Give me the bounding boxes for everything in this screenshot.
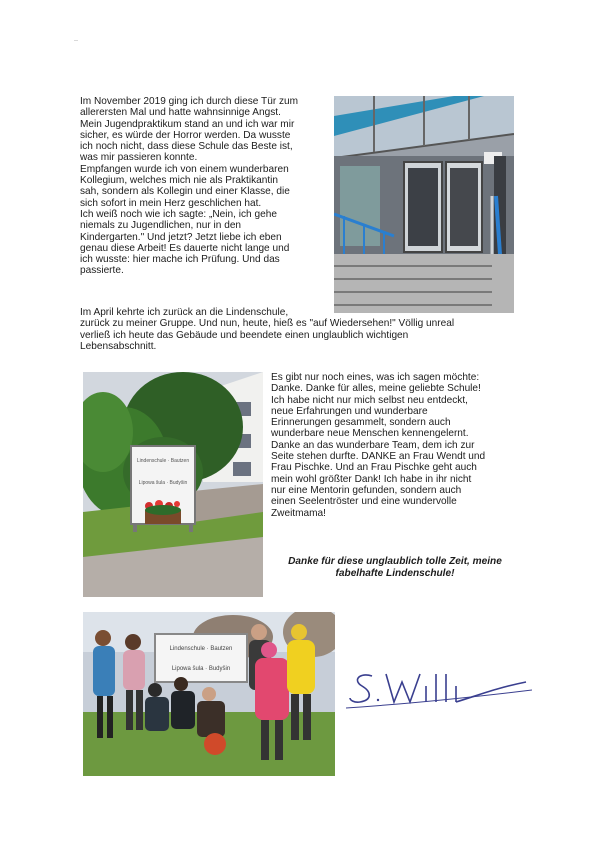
text-line: Im November 2019 ging ich durch diese Tür zum — [80, 96, 299, 107]
group-sign-text-bottom: Lipowa šula · Budyšin — [171, 666, 231, 672]
text-line: Erinnerungen gesammelt, sondern auch — [271, 417, 451, 429]
text-line: Lebensabschnitt. — [80, 340, 157, 352]
text-line: Ich habe nicht nur mich selbst neu entdeckt, — [271, 394, 468, 406]
text-line: Kollegium, welches mich nie als Praktikantin — [80, 175, 279, 187]
text-line: Kindergarten." Und jetzt? Jetzt liebe ich eben — [80, 231, 282, 243]
text-line: einen Seelentröster und eine wundervolle — [271, 496, 457, 508]
text-line: Frau Pischke. Und an Frau Pischke geht auch — [271, 462, 477, 474]
text-line: Im April kehrte ich zurück an die Lindenschule, — [80, 307, 289, 318]
paragraph-return — [80, 307, 516, 352]
school-entrance-photo — [334, 96, 514, 313]
text-line: passierte. — [80, 265, 124, 277]
paragraph-intro — [80, 96, 329, 277]
text-line: Danke. Danke für alles, meine geliebte Schule! — [271, 383, 481, 395]
text-line: Danke an das wunderbare Team, dem ich zur — [271, 439, 475, 451]
text-line: verließ ich heute das Gebäude und beendete einen unglaublich wichtigen — [80, 329, 409, 341]
text-line: Ich weiß noch wie ich sagte: „Nein, ich gehe — [80, 208, 277, 220]
group-photo — [83, 612, 335, 776]
text-line: Es gibt nur noch eines, was ich sagen möchte: — [271, 372, 480, 383]
paragraph-thanks — [271, 372, 517, 519]
scan-mark — [74, 40, 78, 41]
closing-message — [271, 556, 519, 579]
text-line: nur eine Mentorin gefunden, sondern auch — [271, 484, 462, 496]
school-sign-photo — [83, 372, 263, 597]
text-line: sicher, es würde der Horror werden. Da wusste — [80, 129, 291, 141]
sign-text-top: Lindenschule · Bautzen — [136, 458, 190, 464]
text-line: Seite stehen durfte. DANKE an Frau Wendt und — [271, 451, 486, 463]
text-line: sah, sondern als Kollegin und einer Klasse, die — [80, 186, 290, 198]
text-line: ich noch nicht, dass diese Schule das Beste ist, — [80, 141, 293, 153]
text-line: genau diese Arbeit! Es dauerte nicht lange und — [80, 242, 290, 254]
text-line: Zweitmama! — [271, 507, 326, 519]
group-sign-text-top: Lindenschule · Bautzen — [169, 646, 233, 652]
text-line: zurück zu meiner Gruppe. Und nun, heute, hieß es "auf Wiedersehen!" Völlig unreal — [80, 318, 455, 330]
text-line: wunderbare neue Menschen kennengelernt. — [271, 428, 469, 440]
closing-line: fabelhafte Lindenschule! — [335, 567, 455, 579]
text-line: ich wusste: hier mache ich Prüfung. Und das — [80, 254, 280, 266]
text-line: niemals zu Jugendlichen, nur in den — [80, 220, 242, 232]
text-line: neue Erfahrungen und wunderbare — [271, 405, 428, 417]
text-line: allerersten Mal und hatte wahnsinnige Angst. — [80, 107, 281, 119]
text-line: Empfangen wurde ich von einem wunderbaren — [80, 163, 289, 175]
closing-line: Danke für diese unglaublich tolle Zeit, meine — [288, 556, 502, 567]
text-line: mein wohl größter Dank! Ich habe in ihr nicht — [271, 473, 472, 485]
handwritten-signature — [346, 668, 532, 710]
text-line: Mein Jugendpraktikum stand an und ich war mir — [80, 118, 295, 130]
text-line: sich sofort in mein Herz geschlichen hat. — [80, 197, 262, 209]
text-line: was mir passieren konnte. — [80, 152, 198, 164]
sign-text-bottom: Lipowa šula · Budyšin — [138, 480, 188, 486]
